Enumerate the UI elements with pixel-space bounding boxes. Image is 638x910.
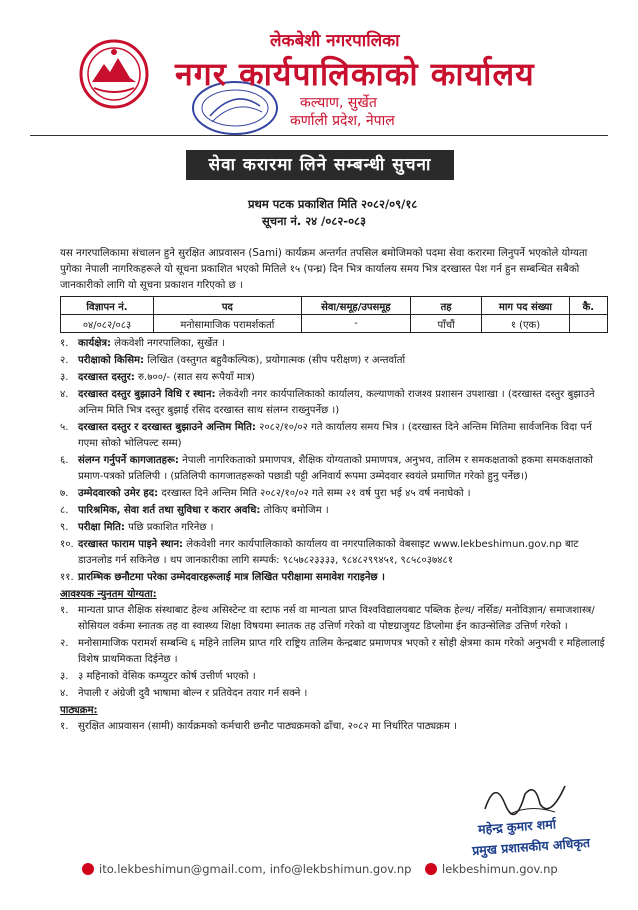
list-item: २. परीक्षाको किसिम: लिखित (वस्तुगत बहुवैकल्पिक), प्रयोगात्मक (सीप परीक्षण) र अन्तर्वार्ता: [60, 355, 406, 366]
cell-service: -: [301, 315, 410, 333]
footer-website: [425, 862, 558, 876]
syllabus-heading: पाठ्यक्रम:: [60, 705, 98, 716]
footer-email: [82, 862, 411, 876]
footer-website-text[interactable]: lekbeshimun.gov.np: [442, 862, 558, 876]
terms-list: [60, 336, 608, 736]
email-icon: [82, 863, 94, 875]
list-item: १०. दरखास्त फाराम पाइने स्थान: लेकवेशी नगर कार्यपालिकाको कार्यालय वा नगरपालिकाको वेबसाइट www.lekbeshimun.gov.np बाट डाउनलोड गर्न सकिनेछ । थप जानकारीका लागि सम्पर्क: ९८५७८२३३३३, ९८४८२९९४५१, ९८५८०३७४८१: [60, 539, 579, 566]
col-header-service: सेवा/समूह/उपसमूह: [301, 297, 410, 315]
cell-remarks: [569, 315, 607, 333]
list-item: ९. परीक्षा मिति: पछि प्रकाशित गरिनेछ ।: [60, 522, 214, 533]
list-item: ३. ३ महिनाको वेसिक कम्प्युटर कोर्ष उत्तीर्ण भएको ।: [60, 671, 256, 682]
list-item: १. सुरक्षित आप्रवासन (सामी) कार्यक्रमको कर्मचारी छनौट पाठ्यक्रमको ढाँचा, २०८२ मा निर्धारित पाठ्यक्रम ।: [60, 721, 458, 732]
notice-number: सूचना नं. २४ /०८२-०८३: [262, 214, 367, 228]
list-item: ४. नेपाली र अंग्रेजी दुवै भाषामा बोल्न र प्रतिवेदन तयार गर्न सक्ने ।: [60, 688, 308, 699]
signatory-name: महेन्द्र कुमार शर्मा: [477, 816, 557, 837]
list-item: १. कार्यक्षेत्र: लेकवेशी नगरपालिका, सुर्खेत ।: [60, 338, 226, 349]
cell-level: पाँचौं: [411, 315, 482, 333]
table-header-row: [61, 297, 608, 315]
list-item: ७. उम्मेदवारको उमेर हद: दरखास्त दिने अन्तिम मिति २०८२/१०/०२ गते सम्म २१ वर्ष पुरा भई ४५ वर्ष ननाघेको ।: [60, 488, 471, 499]
address-line-1: कल्याण, सुर्खेत: [300, 95, 377, 111]
intro-paragraph: यस नगरपालिकामा संचालन हुने सुरक्षित आप्रवासन (Sami) कार्यक्रम अन्तर्गत तपसिल बमोजिमको पदमा सेवा करारमा लिनुपर्ने भएकोले योग्यता पुगेका नेपाली नागरिकहरूले यो सूचना प्रकाशित भएको मितिले १५ (पन्ध्र) दिन भित्र कार्यालय समय भित्र दरखास्त पेश गर्न हुन सम्बन्धित सबैको जानकारीको लागि यो सूचना प्रकाशन गरिएको छ ।: [60, 248, 588, 291]
cell-post: मनोसामाजिक परामर्शकर्ता: [153, 315, 301, 333]
signatory-title: प्रमुख प्रशासकीय अधिकृत: [471, 834, 591, 859]
notice-title: सेवा करारमा लिने सम्बन्धी सुचना: [186, 150, 454, 180]
cell-ad-no: ०४/०८२/०८३: [61, 315, 154, 333]
qualifications-heading: आवश्यक न्युनतम योग्यता:: [60, 589, 157, 600]
list-item: ५. दरखास्त दस्तुर र दरखास्त बुझाउने अन्तिम मिति: २०८२/१०/०२ गते कार्यालय समय भित्र । (दरखास्त दिने अन्तिम मितिमा सार्वजनिक विदा पर्न गएमा सोको भोलिपल्ट सम्म): [60, 422, 592, 449]
nepal-emblem-icon: [78, 38, 150, 110]
office-name: नगर कार्यपालिकाको कार्यालय: [175, 55, 535, 93]
footer-email-text[interactable]: ito.lekbeshimun@gmail.com, info@lekbshimun.gov.np: [99, 862, 412, 876]
col-header-level: तह: [411, 297, 482, 315]
col-header-remarks: कै.: [569, 297, 607, 315]
col-header-post: पद: [153, 297, 301, 315]
list-item: ६. संलग्न गर्नुपर्ने कागजातहरू: नेपाली नागरिकताको प्रमाणपत्र, शैक्षिक योग्यताको प्रमाणपत्र, अनुभव, तालिम र समकक्षताको हकमा समकक्षताको प्रमाण-पत्रको प्रतिलिपी । (प्रतिलिपी कागजातहरूको पछाडी पट्टी अनिवार्य रूपमा उम्मेदवार स्वयंले प्रमाणित गरेको हुनु पर्नेछ।): [60, 455, 593, 482]
footer: [0, 862, 638, 882]
municipality-name: लेकबेशी नगरपालिका: [270, 31, 400, 51]
list-item: ८. पारिश्रमिक, सेवा शर्त तथा सुविधा र करार अवधि: तोकिए बमोजिम ।: [60, 505, 329, 516]
col-header-ad-no: विज्ञापन नं.: [61, 297, 154, 315]
table-row: [61, 315, 608, 333]
vacancy-table: [60, 296, 608, 333]
list-item: २. मनोसामाजिक परामर्श सम्बन्धि ६ महिने तालिम प्राप्त गरि राष्ट्रिय तालिम केन्द्रबाट प्रमाणपत्र भएको र सोही क्षेत्रमा काम गरेको अनुभवी र महिलालाई विशेष प्राथमिकता दिईनेछ ।: [60, 638, 605, 665]
list-item: ४. दरखास्त दस्तुर बुझाउने विधि र स्थान: लेकवेशी नगर कार्यपालिकाको कार्यालय, कल्याणको राजश्व प्रशासन उपशाखा । (दरखास्त दस्तुर बुझाउने अन्तिम मिति भित्र दस्तुर बुझाई रसिद दरखास्त साथ संलग्न राख्नुपर्नेछ ।): [60, 389, 595, 416]
address-line-2: कर्णाली प्रदेश, नेपाल: [290, 113, 395, 129]
globe-icon: [425, 863, 437, 875]
col-header-count: माग पद संख्या: [482, 297, 570, 315]
cell-count: १ (एक): [482, 315, 570, 333]
list-item: १. मान्यता प्राप्त शैक्षिक संस्थाबाट हेल्थ असिस्टेन्ट वा स्टाफ नर्स वा मान्यता प्राप्त विश्वविद्यालयबाट पब्लिक हेल्थ/ नर्सिङ/ मनोविज्ञान/ समाजशास्त्र/ सोसियल वर्कमा स्नातक तह वा स्वास्थ्य शिक्षा विषयमा स्नातक तह उत्तिर्ण गरेको वा पोष्टग्राजुयट डिप्लोमा ईन काउन्सेलिङ उत्तिर्ण गरेको ।: [60, 605, 595, 632]
header-divider: [30, 135, 608, 136]
first-published-date: प्रथम पटक प्रकाशित मिति २०८२/०९/१८: [248, 197, 418, 211]
list-item: ३. दरखास्त दस्तुर: रु.७००/- (सात सय रूपैयाँ मात्र): [60, 372, 255, 383]
list-item: ११. प्रारम्भिक छनौटमा परेका उम्मेदवारहरूलाई मात्र लिखित परीक्षामा समावेश गराइनेछ ।: [60, 572, 385, 583]
